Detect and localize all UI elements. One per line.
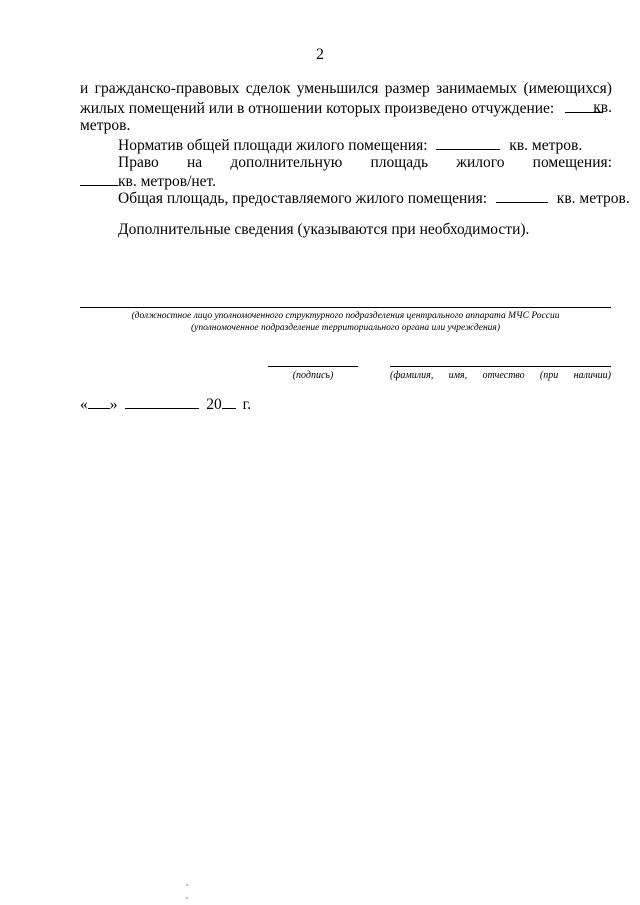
additional-area-blank[interactable] bbox=[80, 172, 118, 186]
full-name-caption bbox=[390, 370, 611, 382]
word: имя, bbox=[448, 370, 468, 381]
additional-right-line-1 bbox=[118, 154, 612, 172]
year-prefix: 20 bbox=[206, 396, 222, 413]
word: на bbox=[187, 154, 203, 171]
paragraph-1-line-3: метров. bbox=[80, 117, 131, 134]
official-signature-line[interactable] bbox=[80, 307, 611, 308]
word: (имеющихся) bbox=[523, 80, 612, 97]
additional-area-unit: кв. метров/нет. bbox=[118, 173, 217, 190]
norm-area-blank[interactable] bbox=[436, 136, 500, 150]
total-area-line bbox=[118, 189, 630, 208]
word: Право bbox=[118, 154, 159, 171]
word: площадь bbox=[370, 154, 429, 171]
paragraph-1-line-2 bbox=[80, 99, 612, 118]
official-caption-line-2: (уполномоченное подразделение территориального органа или учреждения) bbox=[190, 323, 501, 333]
date-line bbox=[80, 395, 251, 414]
date-close-quote: » bbox=[109, 396, 118, 413]
word: уменьшился bbox=[296, 80, 379, 97]
word: гражданско-правовых bbox=[94, 80, 240, 97]
norm-area-line bbox=[118, 136, 582, 155]
word: размер bbox=[384, 80, 430, 97]
word: жилого bbox=[456, 154, 505, 171]
total-area-label: Общая площадь, предоставляемого жилого помещения: bbox=[118, 190, 488, 207]
official-caption-line-1: (должностное лицо уполномоченного структурного подразделения центрального аппарата МЧС России bbox=[131, 311, 560, 321]
word: (при bbox=[539, 370, 559, 381]
month-blank[interactable] bbox=[125, 395, 199, 409]
word: дополнительную bbox=[230, 154, 343, 171]
word: помещения: bbox=[532, 154, 612, 171]
total-area-unit: кв. метров. bbox=[556, 190, 630, 207]
word: отчество bbox=[482, 370, 525, 381]
word: и bbox=[80, 80, 89, 97]
word: сделок bbox=[245, 80, 291, 97]
signature-caption: (подпись) bbox=[292, 370, 334, 381]
norm-area-label: Норматив общей площади жилого помещения: bbox=[118, 137, 428, 154]
signature-line[interactable] bbox=[268, 366, 358, 367]
word: (фамилия, bbox=[390, 370, 434, 381]
alienated-area-unit: кв. bbox=[593, 99, 612, 116]
day-blank[interactable] bbox=[88, 395, 110, 409]
total-area-blank[interactable] bbox=[496, 189, 548, 203]
scan-artifact bbox=[186, 897, 188, 899]
alienated-premises-label: жилых помещений или в отношении которых произведено отчуждение: bbox=[80, 100, 555, 117]
additional-info: Дополнительные сведения (указываются при необходимости). bbox=[118, 221, 530, 238]
full-name-line[interactable] bbox=[390, 366, 611, 367]
norm-area-unit: кв. метров. bbox=[509, 137, 583, 154]
scan-artifact bbox=[186, 884, 188, 886]
year-suffix: г. bbox=[242, 396, 252, 413]
date-open-quote: « bbox=[80, 396, 88, 413]
year-blank[interactable] bbox=[222, 395, 236, 409]
paragraph-1-line-1 bbox=[80, 80, 612, 98]
word: наличии) bbox=[573, 370, 611, 381]
page-number: 2 bbox=[316, 46, 324, 63]
word: занимаемых bbox=[436, 80, 518, 97]
